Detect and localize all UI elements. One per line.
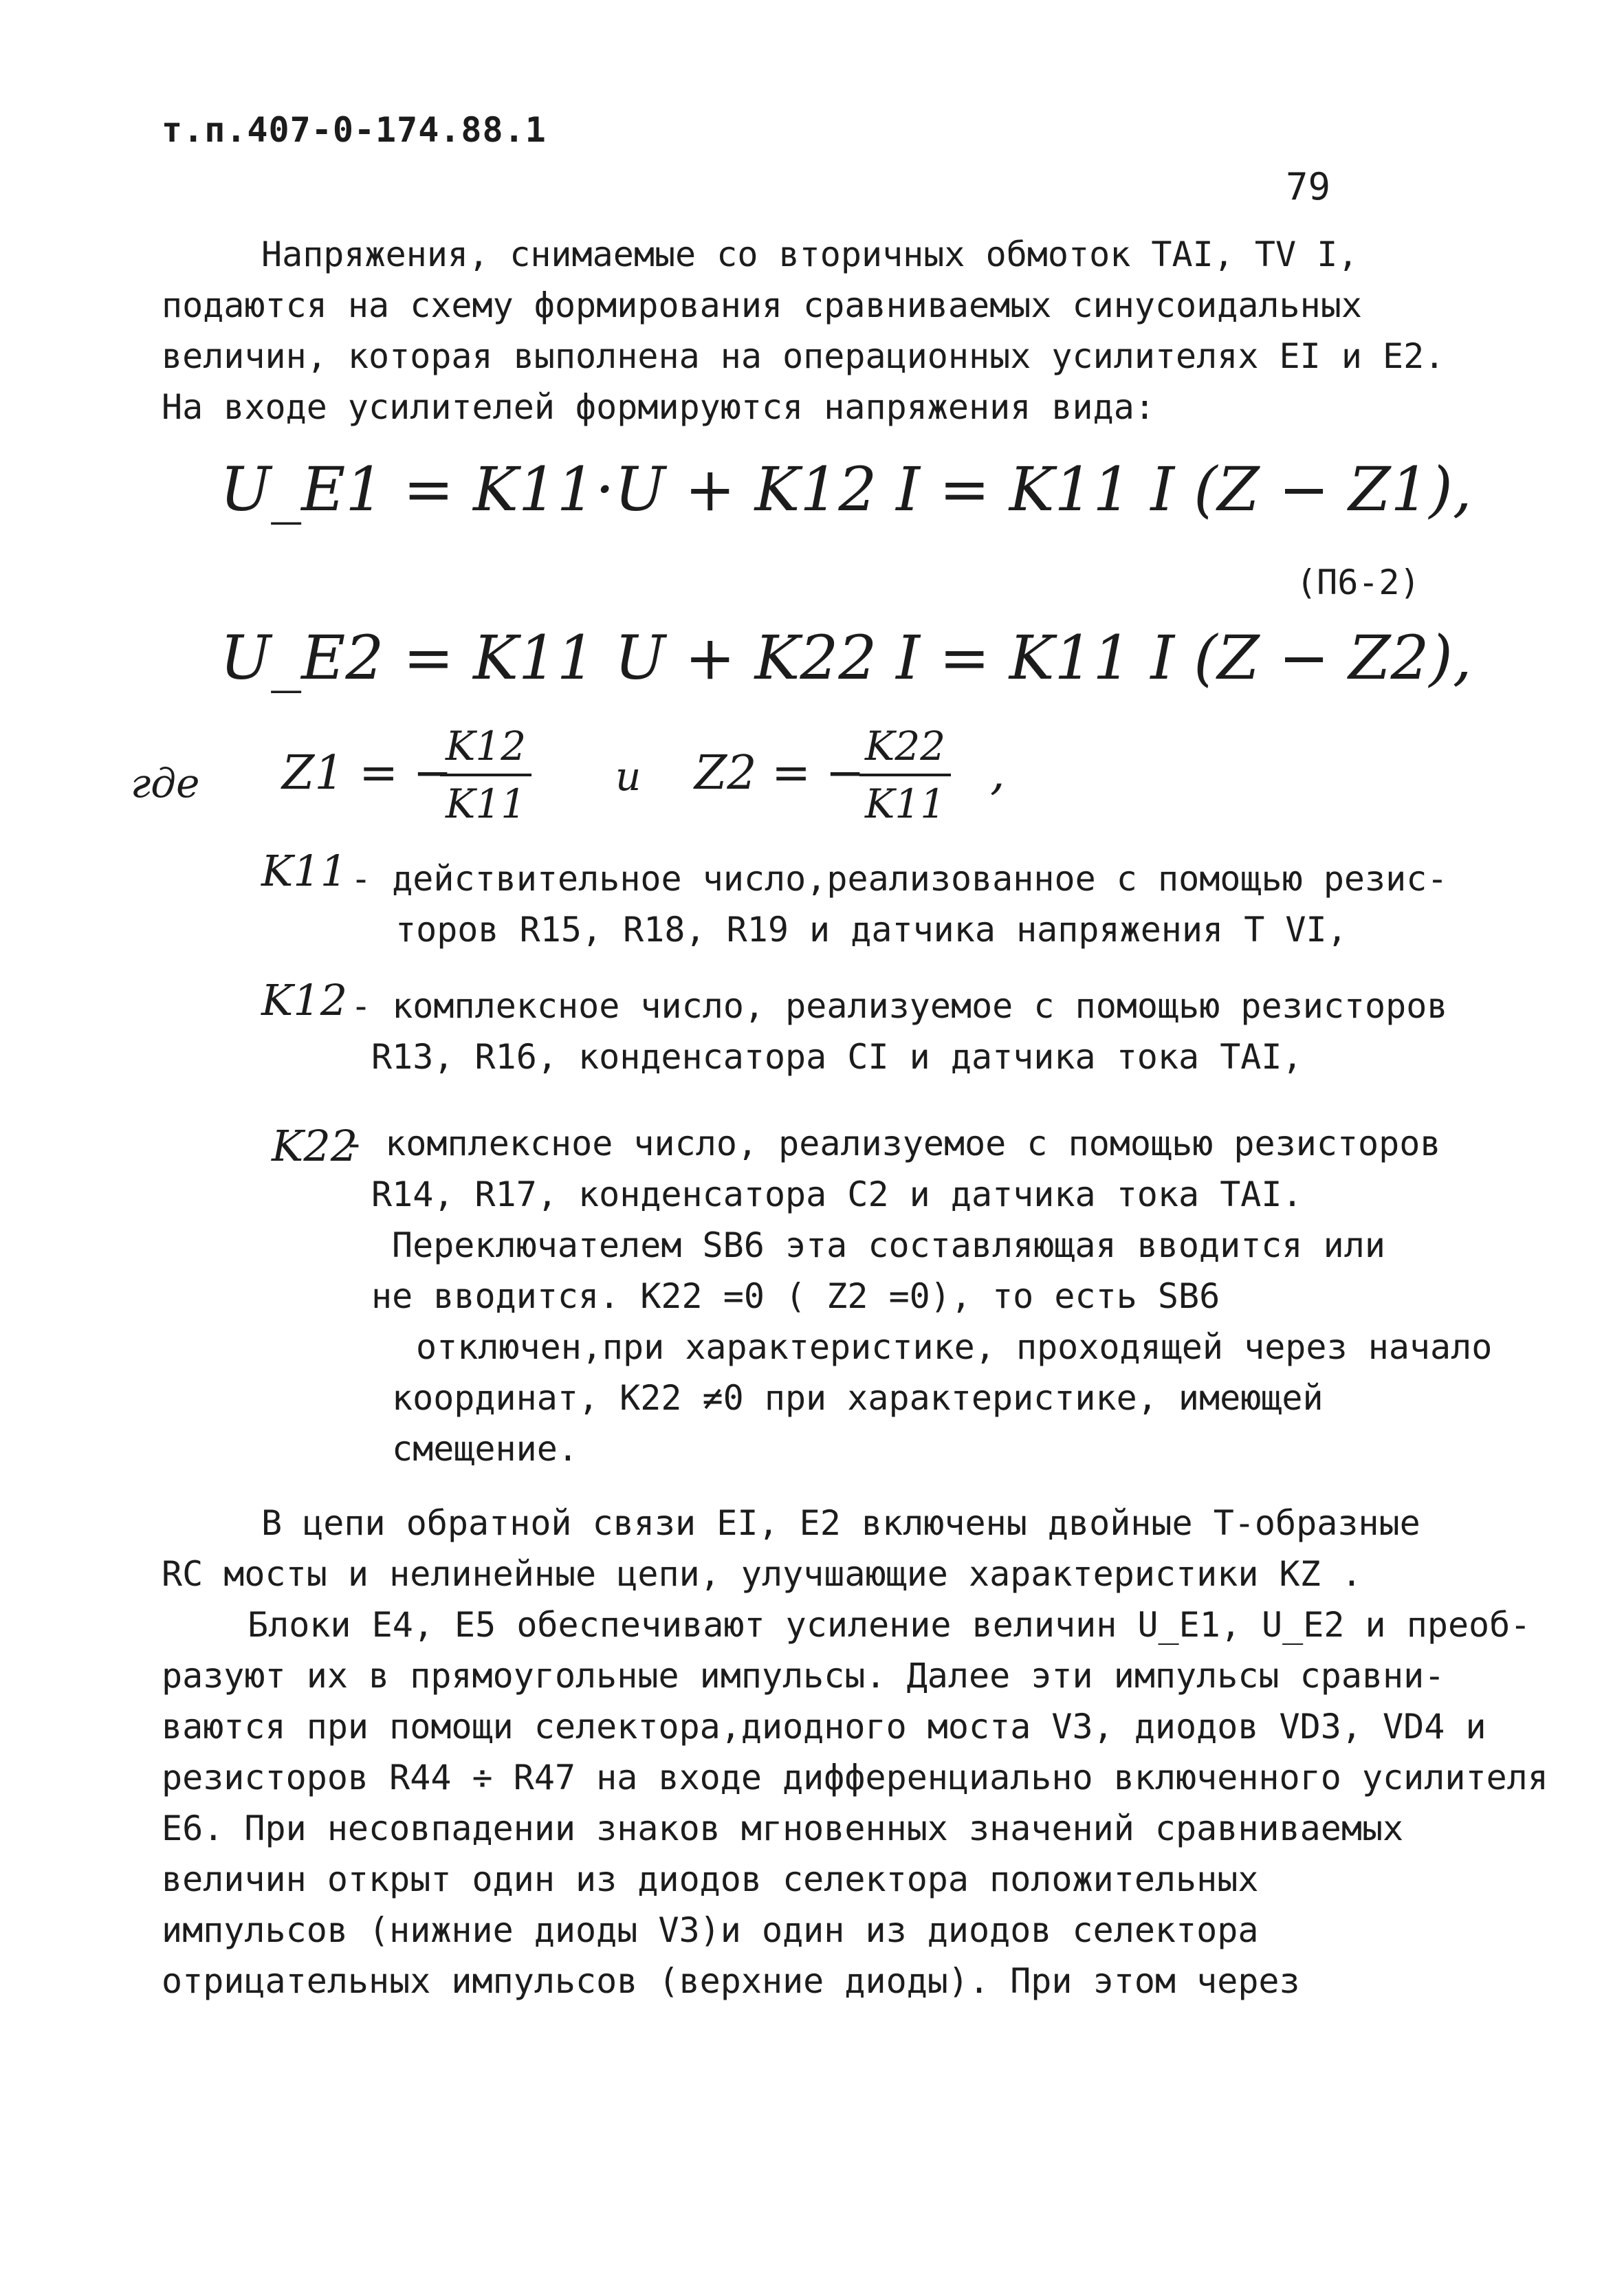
body-line-10: отрицательных импульсов (верхние диоды). При этом через (162, 1961, 1300, 2001)
k22-line-6: координат, K22 ≠0 при характеристике, имеющей (392, 1378, 1324, 1418)
and-word: и (615, 753, 641, 800)
body-line-6: резисторов R44 ÷ R47 на входе дифференциально включенного усилителя (162, 1758, 1548, 1797)
k12-line-1: - комплексное число, реализуемое с помощью резисторов (351, 986, 1448, 1026)
body-line-1: В цепи обратной связи EI, E2 включены двойные Т-образные (261, 1503, 1420, 1543)
z2-lhs: Z2 = − (694, 746, 865, 800)
k22-line-4: не вводится. K22 =0 ( Z2 =0), то есть SB6 (371, 1276, 1220, 1316)
z1-denominator: K11 (446, 780, 527, 827)
k11-line-1: - действительное число,реализованное с помощью резис- (351, 859, 1448, 899)
body-line-2: RC мосты и нелинейные цепи, улучшающие характеристики KZ . (162, 1554, 1362, 1594)
k11-line-2: торов R15, R18, R19 и датчика напряжения T VI, (395, 910, 1348, 950)
k22-line-2: R14, R17, конденсатора C2 и датчика тока TAI. (371, 1174, 1303, 1214)
k22-line-3: Переключателем SB6 эта составляющая вводится или (392, 1225, 1385, 1265)
body-line-5: ваются при помощи селектора,диодного моста V3, диодов VD3, VD4 и (162, 1707, 1486, 1747)
k22-symbol: K22 (272, 1121, 358, 1171)
equation-1: U_E1 = K11·U + K12 I = K11 I (Z − Z1), (220, 454, 1472, 525)
document-code: т.п.407-0-174.88.1 (162, 110, 547, 150)
k22-line-5: отключен,при характеристике, проходящей через начало (416, 1327, 1493, 1367)
where-word: где (131, 760, 200, 807)
z1-fraction (440, 719, 531, 831)
formula-comma: , (990, 746, 1005, 800)
z2-numerator: K22 (859, 719, 951, 776)
equation-2: U_E2 = K11 U + K22 I = K11 I (Z − Z2), (220, 622, 1472, 693)
k22-line-1: - комплексное число, реализуемое с помощью резисторов (344, 1124, 1441, 1163)
body-line-9: импульсов (нижние диоды V3)и один из диодов селектора (162, 1910, 1259, 1950)
body-line-8: величин открыт один из диодов селектора положительных (162, 1859, 1259, 1899)
page-number: 79 (1286, 165, 1331, 208)
intro-line-2: подаются на схему формирования сравниваемых синусоидальных (162, 285, 1362, 325)
z2-denominator: K11 (865, 780, 946, 827)
z2-fraction (859, 719, 951, 831)
z1-numerator: K12 (440, 719, 531, 776)
intro-line-1: Напряжения, снимаемые со вторичных обмоток TAI, TV I, (261, 234, 1359, 274)
k12-line-2: R13, R16, конденсатора CI и датчика тока TAI, (371, 1037, 1303, 1077)
intro-line-4: На входе усилителей формируются напряжения вида: (162, 387, 1155, 427)
body-line-4: разуют их в прямоугольные импульсы. Далее эти импульсы сравни- (162, 1656, 1445, 1696)
k22-line-7: смещение. (392, 1429, 578, 1469)
body-line-3: Блоки E4, E5 обеспечивают усиление величин U_E1, U_E2 и преоб- (248, 1605, 1531, 1645)
k11-symbol: K11 (261, 846, 348, 896)
k12-symbol: K12 (261, 975, 348, 1025)
body-line-7: E6. При несовпадении знаков мгновенных значений сравниваемых (162, 1808, 1404, 1848)
intro-line-3: величин, которая выполнена на операционных усилителях EI и E2. (162, 336, 1445, 376)
equation-number: (П6-2) (1296, 562, 1420, 602)
z1-lhs: Z1 = − (282, 746, 452, 800)
